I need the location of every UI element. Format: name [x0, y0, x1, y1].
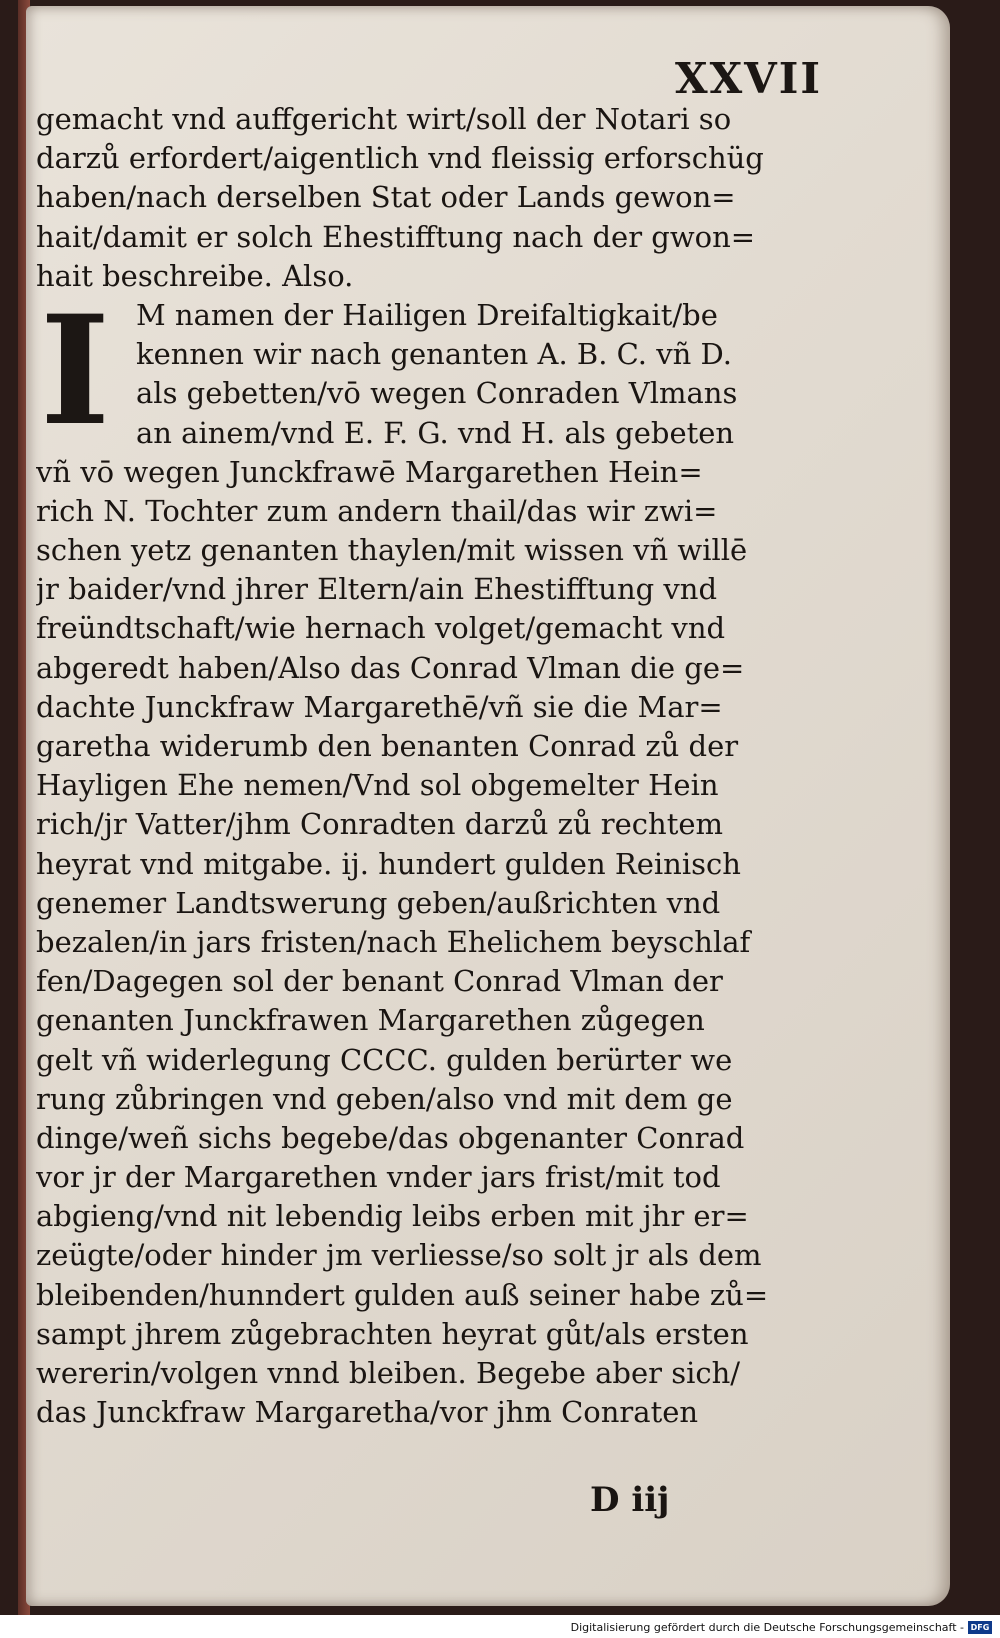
funding-credit: Digitalisierung gefördert durch die Deutsche Forschungsgemeinschaft - — [570, 1621, 964, 1634]
text-line: sampt jhrem zůgebrachten heyrat gůt/als ersten — [36, 1316, 749, 1351]
text-line: freündtschaft/wie hernach volget/gemacht vnd — [36, 611, 726, 646]
text-line: rung zůbringen vnd geben/also vnd mit dem ge — [36, 1081, 733, 1116]
text-line: abgeredt haben/Also das Conrad Vlman die ge= — [36, 650, 745, 685]
text-line: vor jr der Margarethen vnder jars frist/mit tod — [36, 1160, 721, 1195]
text-line: haben/nach derselben Stat oder Lands gewon= — [36, 180, 736, 215]
text-line: bezalen/in jars fristen/nach Ehelichem beyschlaf — [36, 924, 751, 959]
body-text — [36, 100, 816, 1432]
text-line: heyrat vnd mitgabe. ij. hundert gulden Reinisch — [36, 846, 741, 881]
text-line: hait beschreibe. Also. — [36, 258, 354, 293]
text-line: fen/Dagegen sol der benant Conrad Vlman der — [36, 964, 723, 999]
text-line: M namen der Hailigen Dreifaltigkait/be — [136, 297, 718, 332]
text-line: garetha widerumb den benanten Conrad zů der — [36, 729, 739, 763]
folio-number: XXVII — [675, 54, 823, 102]
text-line: gemacht vnd auffgericht wirt/soll der Notari so — [36, 102, 732, 136]
dfg-logo: DFG — [968, 1621, 992, 1634]
text-line: Hayligen Ehe nemen/Vnd sol obgemelter Hein — [36, 768, 719, 803]
text-line: rich N. Tochter zum andern thail/das wir zwi= — [36, 493, 718, 528]
text-line: genemer Landtswerung geben/außrichten vnd — [36, 885, 721, 920]
text-line: jr baider/vnd jhrer Eltern/ain Ehestifftung vnd — [36, 572, 718, 607]
signature-mark: D iij — [590, 1480, 670, 1520]
text-line: vñ vō wegen Junckfrawē Margarethen Hein= — [36, 454, 703, 489]
text-line: rich/jr Vatter/jhm Conradten darzů zů rechtem — [36, 807, 724, 842]
text-line: dinge/weñ sichs begebe/das obgenanter Conrad — [36, 1120, 745, 1155]
text-line: zeügte/oder hinder jm verliesse/so solt jr als dem — [36, 1238, 762, 1273]
text-line: schen yetz genanten thaylen/mit wissen vñ willē — [36, 533, 748, 568]
text-line: das Junckfraw Margaretha/vor jhm Conraten — [36, 1395, 699, 1430]
text-line: als gebetten/vō wegen Conraden Vlmans — [136, 376, 738, 411]
text-line: darzů erfordert/aigentlich vnd fleissig erforschüg — [36, 141, 764, 176]
decorated-initial: I — [40, 296, 111, 446]
text-line: an ainem/vnd E. F. G. vnd H. als gebeten — [136, 415, 735, 450]
text-line: bleibenden/hunndert gulden auß seiner habe zů= — [36, 1277, 769, 1312]
text-line: genanten Junckfrawen Margarethen zůgegen — [36, 1003, 705, 1038]
text-line: abgieng/vnd nit lebendig leibs erben mit jhr er= — [36, 1199, 749, 1234]
text-line: dachte Junckfraw Margarethē/vñ sie die Mar= — [36, 689, 723, 724]
text-line: wererin/volgen vnnd bleiben. Begebe aber sich/ — [36, 1356, 741, 1390]
text-line: hait/damit er solch Ehestifftung nach der gwon= — [36, 219, 756, 254]
text-line: gelt vñ widerlegung CCCC. gulden berürter we — [36, 1042, 733, 1077]
text-line: kennen wir nach genanten A. B. C. vñ D. — [136, 337, 732, 372]
